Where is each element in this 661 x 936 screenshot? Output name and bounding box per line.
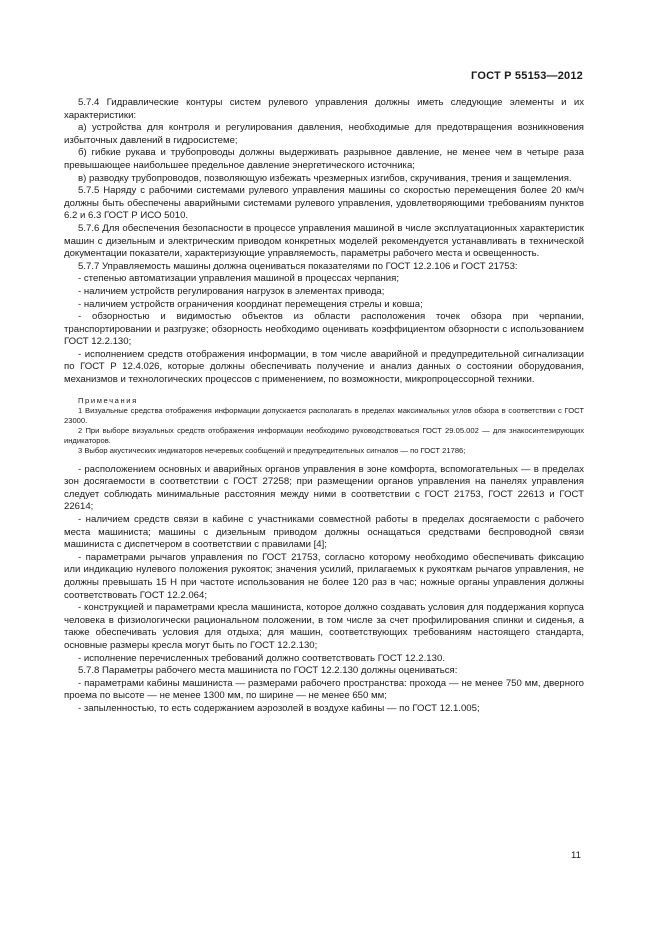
paragraph: 5.7.4 Гидравлические контуры систем рулевого управления должны иметь следующие элементы и их характеристики: (64, 97, 584, 121)
paragraph: - исполнение перечисленных требований должно соответствовать ГОСТ 12.2.130. (78, 652, 445, 664)
paragraph: 5.7.6 Для обеспечения безопасности в процессе управления машиной в числе эксплуатационных характеристик машин с дизельным и электрическим приводом конкретных моделей рекомендуется устанавливать в технической документации показатели, характеризующие управляемость, параметры рабочего места и освещенность. (64, 222, 584, 260)
paragraph: - запыленностью, то есть содержанием аэрозолей в воздухе кабины — по ГОСТ 12.1.005; (78, 702, 480, 714)
paragraph: а) устройства для контроля и регулирования давления, необходимые для предотвращения возникновения избыточных давлений в гидросистеме; (64, 122, 584, 146)
note-item: 2 При выборе визуальных средств отображения информации необходимо руководствоваться ГОСТ 29.05.002 — для знакосинтезирующих индикаторов. (64, 425, 584, 445)
paragraph: 5.7.7 Управляемость машины должна оцениваться показателями по ГОСТ 12.2.106 и ГОСТ 21753: (78, 260, 518, 272)
paragraph: в) разводку трубопроводов, позволяющую избежать чрезмерных изгибов, скручивания, трения и защемления. (78, 172, 572, 184)
paragraph: 5.7.5 Наряду с рабочими системами рулевого управления машины со скоростью перемещения более 20 км/ч должны быть обеспечены аварийными системами рулевого управления, удовлетворяющими требованиям пунктов 6.2 и 6.3 ГОСТ Р ИСО 5010. (64, 185, 584, 222)
paragraph: - исполнением средств отображения информации, в том числе аварийной и предупредительной сигнализации по ГОСТ Р 12.4.026, которые должны обеспечивать получение и анализ данных о состоянии оборудования, механизмов и технологических процессов с применением, по возможности, микропроцессорной техники. (64, 348, 584, 386)
page-number: 11 (571, 850, 581, 861)
paragraph: 5.7.8 Параметры рабочего места машиниста по ГОСТ 12.2.130 должны оцениваться: (78, 665, 458, 677)
notes-block (64, 396, 584, 456)
document-id-header: ГОСТ Р 55153—2012 (471, 70, 583, 82)
paragraph: - расположением основных и аварийных органов управления в зоне комфорта, вспомогательных — в пределах зон досягаемости в соответствии с ГОСТ 27258; при размещении органов управления на панелях управления следует соблюдать минимальные расстояния между ними в соответствии с ГОСТ 21753, ГОСТ 22613 и ГОСТ 22614; (64, 463, 584, 513)
paragraph: - параметрами рычагов управления по ГОСТ 21753, согласно которому необходимо обеспечивать фиксацию или индикацию нулевого положения рукояток; значения усилий, прилагаемых к рукояткам рычагов управления, не должны превышать 15 Н при частоте использования не более 120 раз в час; ножные органы управления должны соответствовать ГОСТ 12.2.064; (64, 551, 584, 601)
paragraph: - степенью автоматизации управления машиной в процессах черпания; (78, 273, 399, 285)
note-item: 1 Визуальные средства отображения информации допускается располагать в пределах максимальных углов обзора в соответствии с ГОСТ 23000. (64, 405, 584, 425)
note-item: 3 Выбор акустических индикаторов нечеревых сообщений и предупредительных сигналов — по ГОСТ 21786; (78, 445, 466, 455)
paragraph: - наличием устройств регулирования нагрузок в элементах привода; (78, 285, 385, 297)
paragraph: - конструкцией и параметрами кресла машиниста, которое должно создавать условия для поддержания корпуса человека в физиологически рациональном положении, в том числе за счет профилирования спинки и сиденья, а также обеспечивать условия для отдыха; для машин, соответствующих требованиям настоящего стандарта, основные размеры кресла могут быть по ГОСТ 12.2.130; (64, 602, 584, 651)
document-body (64, 97, 584, 716)
paragraph: - наличием средств связи в кабине с участниками совместной работы в пределах досягаемости с рабочего места машиниста; машины с дизельным приводом должны оснащаться средствами беспроводной связи машиниста с диспетчером в соответствии с правилами [4]; (64, 514, 584, 551)
paragraph: - наличием устройств ограничения координат перемещения стрелы и ковша; (78, 298, 423, 310)
paragraph: - обзорностью и видимостью объектов из области расположения точек обзора при черпании, транспортировании и разгрузке; обзорность необходимо оценивать коэффициентом обзорности с использованием ГОСТ 12.2.130; (64, 311, 584, 348)
paragraph: - параметрами кабины машиниста — размерами рабочего пространства: прохода — не менее 750 мм, дверного проема по высоте — не менее 1300 мм, по ширине — не менее 650 мм; (64, 677, 584, 702)
notes-title: Примечания (78, 395, 138, 405)
paragraph: б) гибкие рукава и трубопроводы должны выдерживать разрывное давление, не менее чем в четыре раза превышающее наибольшее предельное давление энергетического источника; (64, 147, 584, 171)
